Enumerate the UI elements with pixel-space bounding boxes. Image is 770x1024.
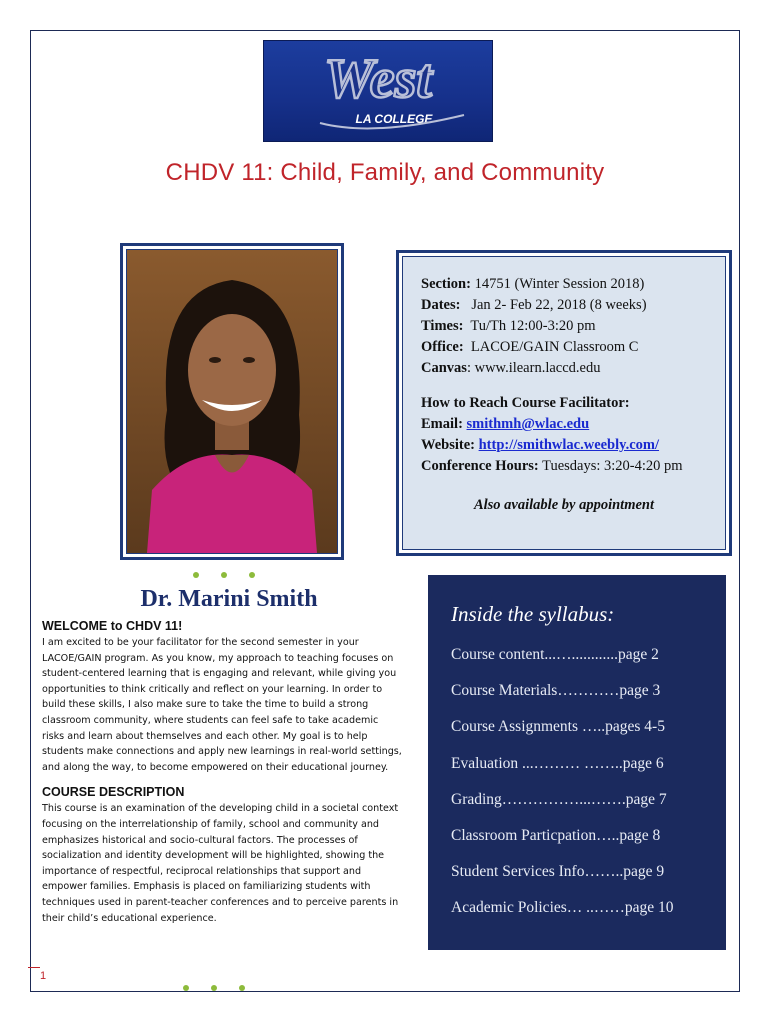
syllabus-item-evaluation: Evaluation ...……… ……..page 6: [451, 754, 664, 772]
office-value: LACOE/GAIN Classroom C: [463, 339, 639, 355]
section-label: Section:: [421, 276, 471, 292]
times-value: Tu/Th 12:00-3:20 pm: [463, 318, 596, 334]
dates-value: Jan 2- Feb 22, 2018 (8 weeks): [460, 297, 647, 313]
page-number: 1: [40, 970, 47, 982]
syllabus-item-grading: Grading……………...…….page 7: [451, 790, 667, 808]
email-label: Email: [421, 416, 459, 432]
canvas-line: [421, 358, 725, 379]
syllabus-contents-panel: [428, 575, 726, 950]
intro-column: [42, 618, 402, 926]
section-line: [421, 274, 725, 295]
course-info-box: [396, 250, 732, 556]
logo-subtitle-text: LA COLLEGE: [355, 112, 433, 126]
page-number-rule: [28, 967, 40, 968]
welcome-heading: WELCOME to CHDV 11!: [42, 619, 183, 633]
email-line: Email: smithmh@wlac.edu: [421, 416, 590, 432]
website-line: [421, 435, 725, 456]
syllabus-item-classroom-participation: Classroom Particpation…..page 8: [451, 826, 661, 844]
syllabus-item-course-content: Course content...…............page 2: [451, 646, 659, 663]
divider-dot: [221, 572, 227, 578]
syllabus-item-course-materials: Course Materials…………page 3: [451, 682, 661, 700]
office-line: [421, 337, 725, 358]
divider-dot: [193, 572, 199, 578]
syllabus-item-academic-policies: Academic Policies… ..……page 10: [451, 899, 674, 917]
times-label: Times:: [421, 318, 464, 334]
website-label: Website:: [421, 437, 475, 453]
divider-dot: [183, 985, 189, 991]
course-description-text: This course is an examination of the developing child in a societal context focusing on the interrelationship of family, school and community and emphasizes historical and socio-cultural factors. The processes of socialization and identity development will be highlighted, showing the importance of respectful, reciprocal relationships that support and empower families. Emphasis is placed on familiarizing students with techniques used in parent-teacher conferences and to perceive parents in their child’s educational experience.: [42, 803, 399, 924]
reach-heading: How to Reach Course Facilitator:: [421, 395, 630, 411]
website-link[interactable]: http://smithwlac.weebly.com/: [478, 437, 660, 453]
divider-dot: [249, 572, 255, 578]
times-line: [421, 316, 725, 337]
divider-dots-bottom: [183, 985, 245, 991]
conference-value: Tuesdays: 3:20-4:20 pm: [538, 458, 683, 474]
syllabus-item-student-services: Student Services Info……..page 9: [451, 863, 665, 881]
conference-line: [421, 456, 725, 477]
canvas-label: Canvas: [421, 360, 467, 376]
welcome-text: I am excited to be your facilitator for the second semester in your LACOE/GAIN program. As you know, my approach to teaching focuses on student-centered learning that is engaging and relevant, while giving you opportunities to think critically and reflect on your learning. In order to build these skills, I also make sure to take the time to build a strong classroom community, where students can feel safe to take academic risks and learn about themselves and each other. My goal is to help students make connections and apply new learnings in real-world settings, and along the way, to become empowered on their educational journey.: [42, 637, 402, 773]
office-label: Office:: [421, 339, 464, 355]
instructor-photo: [120, 243, 344, 560]
canvas-value: : www.ilearn.laccd.edu: [466, 360, 601, 376]
course-title: CHDV 11: Child, Family, and Community: [165, 159, 605, 186]
section-value: 14751 (Winter Session 2018): [470, 276, 645, 292]
divider-dots-top: [193, 572, 255, 578]
syllabus-heading: Inside the syllabus:: [451, 602, 615, 626]
divider-dot: [239, 985, 245, 991]
course-description-heading: COURSE DESCRIPTION: [42, 785, 185, 800]
syllabus-item-course-assignments: Course Assignments …..pages 4-5: [451, 718, 665, 736]
divider-dot: [211, 985, 217, 991]
dates-line: [421, 295, 725, 316]
email-link[interactable]: smithmh@wlac.edu: [466, 416, 590, 432]
logo-brand-text: West: [324, 48, 432, 110]
conference-label: Conference Hours:: [421, 458, 539, 474]
dates-label: Dates:: [421, 297, 461, 313]
availability-note: Also available by appointment: [473, 497, 655, 513]
college-logo: [263, 40, 493, 142]
instructor-name: Dr. Marini Smith: [140, 586, 318, 612]
